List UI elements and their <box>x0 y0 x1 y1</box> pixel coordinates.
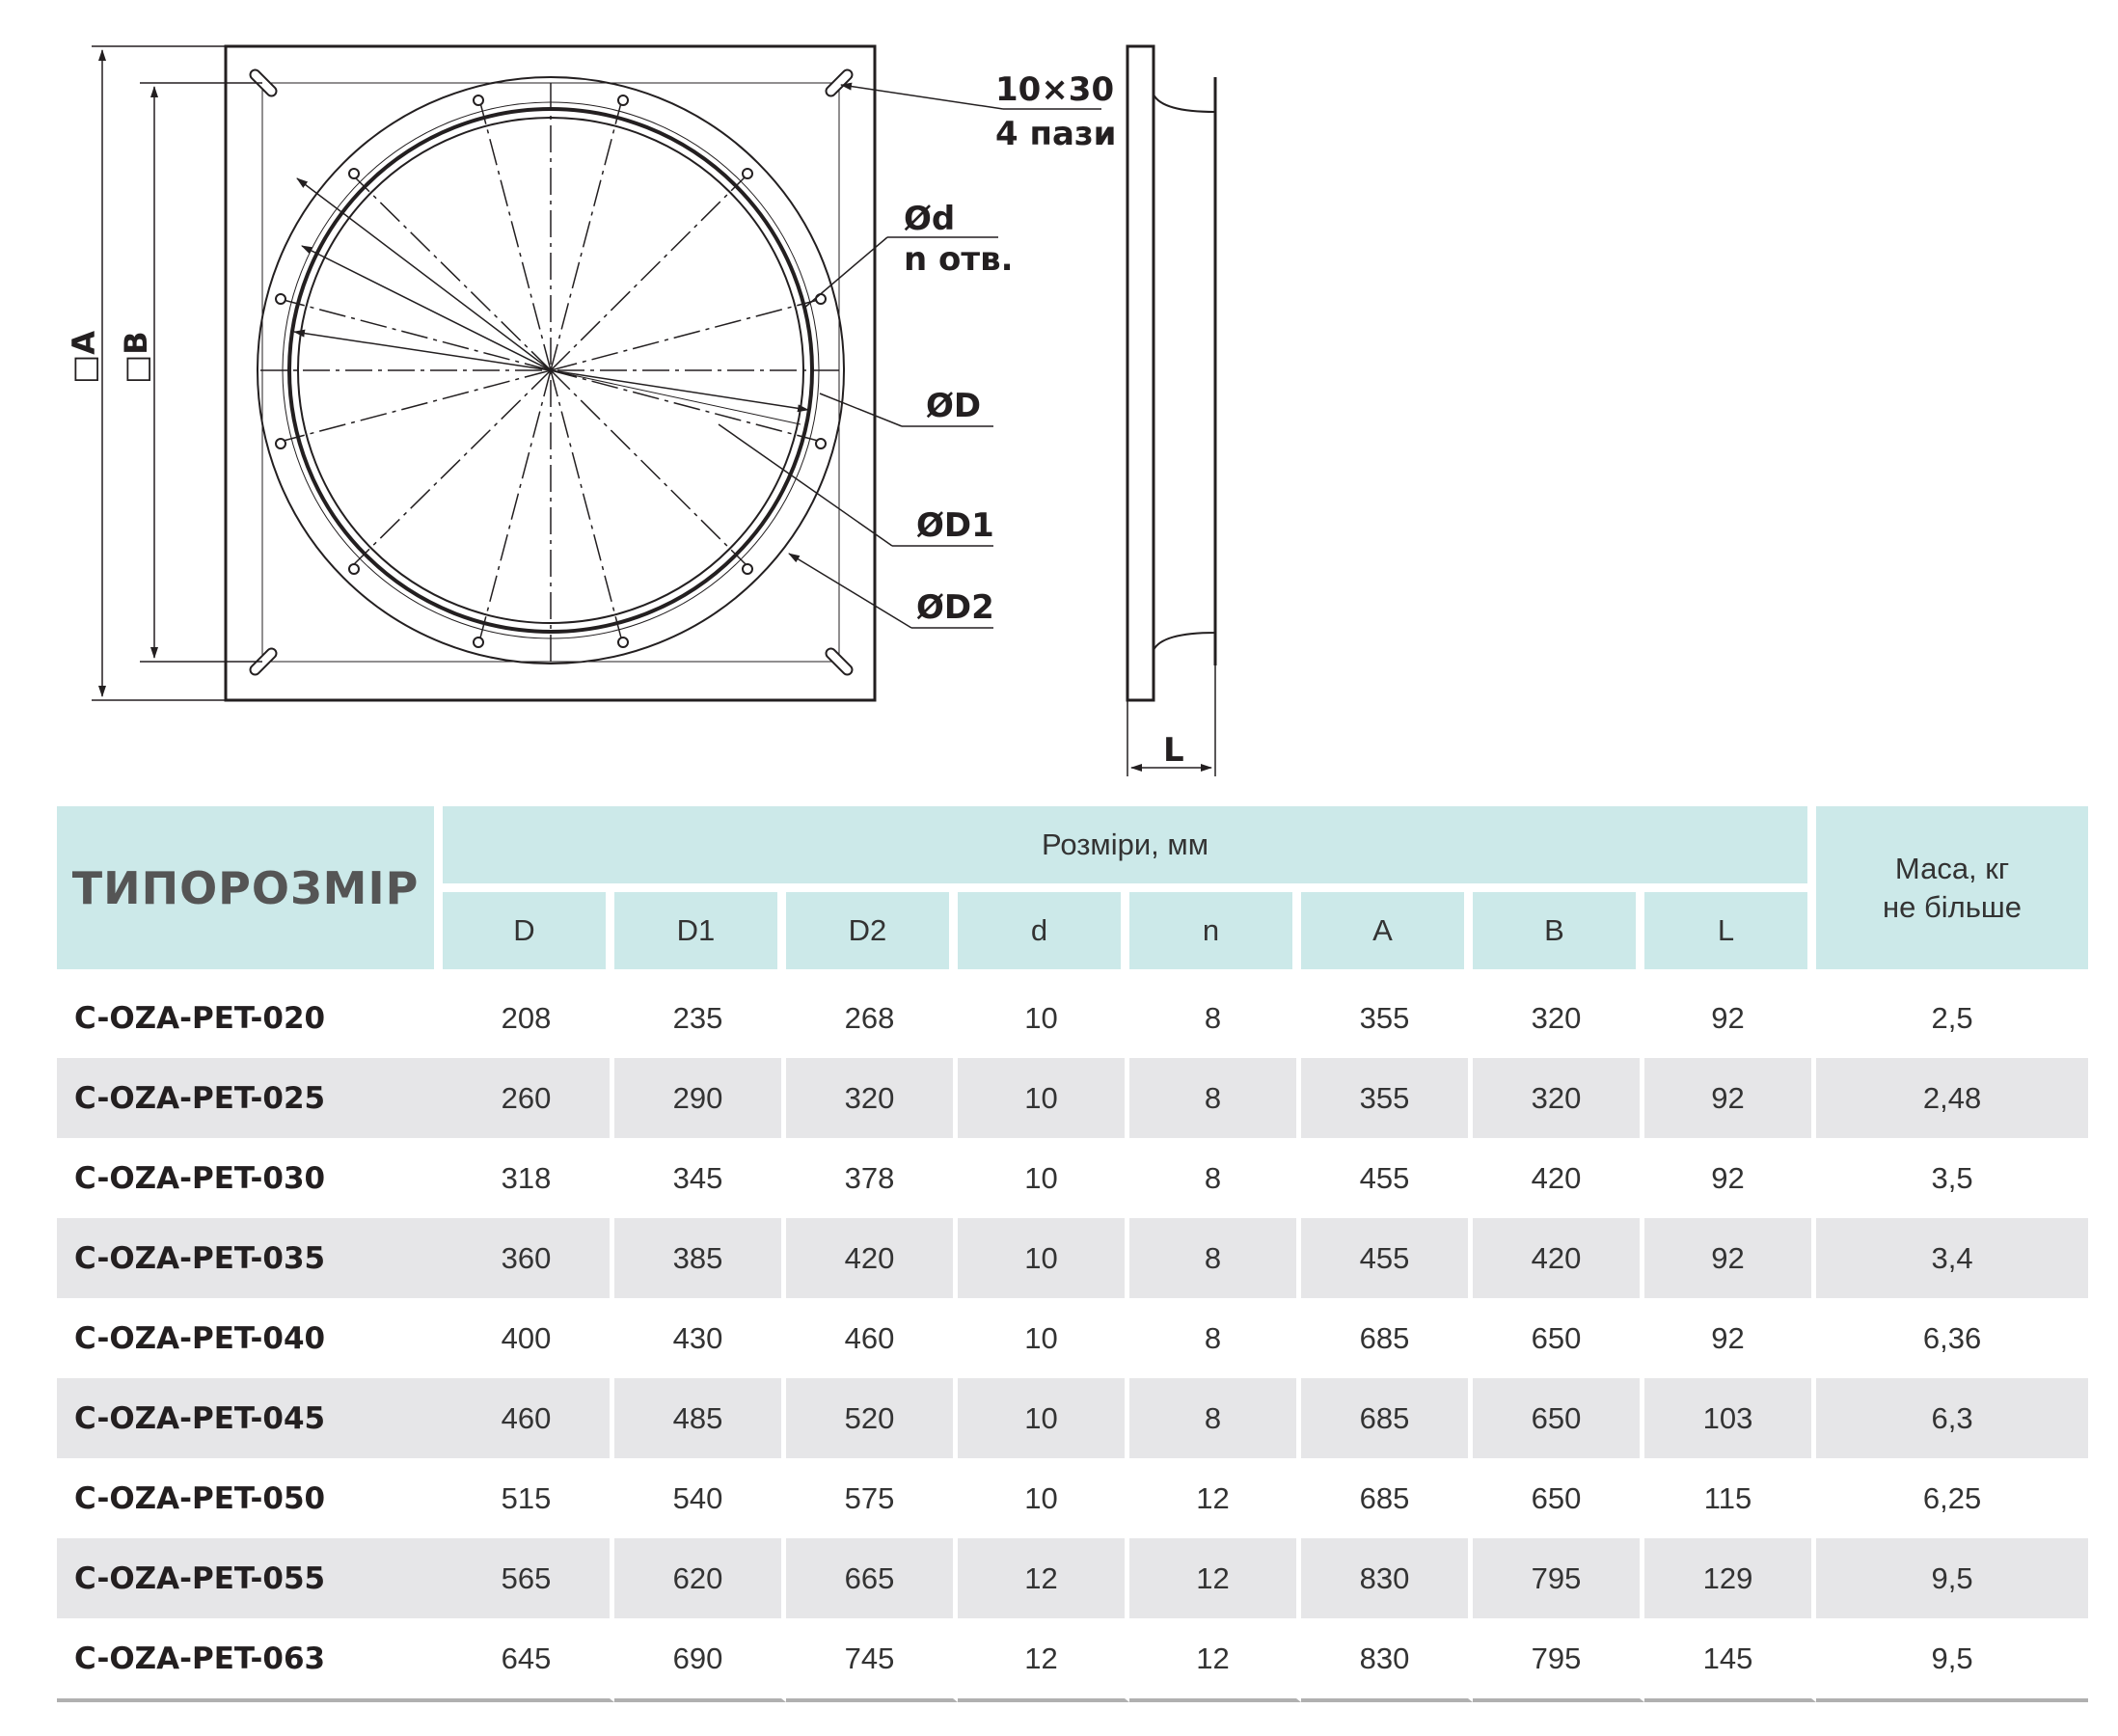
cell-a: 685 <box>1301 1298 1473 1378</box>
cell-n: 12 <box>1129 1458 1301 1538</box>
cell-d2: 420 <box>786 1218 958 1298</box>
cell-d: 515 <box>443 1458 614 1538</box>
drawing-labels <box>66 70 1184 770</box>
mass-header-line-1: Маса, кг <box>1894 851 2010 885</box>
cell-b: 320 <box>1473 978 1644 1058</box>
cell-b: 420 <box>1473 1138 1644 1218</box>
cell-l: 92 <box>1644 978 1816 1058</box>
mounting-hole-icon <box>618 95 628 105</box>
cell-a: 455 <box>1301 1138 1473 1218</box>
cell-d2: 320 <box>786 1058 958 1138</box>
column-header-a: A <box>1301 892 1473 978</box>
model-cell: C-OZA-PET-063 <box>57 1618 443 1702</box>
spec-table <box>57 806 2088 1702</box>
mass-cell: 9,5 <box>1816 1618 2088 1702</box>
cell-n: 8 <box>1129 1138 1301 1218</box>
cell-d: 460 <box>443 1378 614 1458</box>
dimensions-group-header: Розміри, мм <box>443 806 1816 892</box>
slots-size-label: 10×30 <box>995 70 1115 109</box>
cell-n: 8 <box>1129 978 1301 1058</box>
table-row <box>57 1298 2088 1378</box>
mass-cell: 6,25 <box>1922 1480 1982 1515</box>
table-row <box>57 1218 2088 1298</box>
cell-d2: 745 <box>786 1618 958 1702</box>
cell-n: 12 <box>1129 1618 1301 1702</box>
hole-count-label: n отв. <box>904 240 1014 279</box>
cell-a: 455 <box>1301 1218 1473 1298</box>
cell-d1: 620 <box>614 1538 786 1618</box>
side-flange-plate <box>1127 46 1154 700</box>
cell-d: 12 <box>958 1538 1129 1618</box>
cell-d1: 290 <box>614 1058 786 1138</box>
center-lines <box>260 83 839 662</box>
column-header-b: B <box>1473 892 1644 978</box>
mass-cell: 2,48 <box>1816 1058 2088 1138</box>
mass-header <box>1816 806 2088 978</box>
cell-d1: 485 <box>614 1378 786 1458</box>
cell-n: 8 <box>1129 1298 1301 1378</box>
mass-cell: 3,5 <box>1931 1160 1973 1195</box>
mass-cell: 6,3 <box>1816 1378 2088 1458</box>
cell-l: 92 <box>1644 1298 1816 1378</box>
cell-b: 650 <box>1473 1298 1644 1378</box>
model-cell: C-OZA-PET-020 <box>74 1000 326 1036</box>
cell-d2: 665 <box>786 1538 958 1618</box>
cell-l: 92 <box>1644 1138 1816 1218</box>
mounting-hole-icon <box>816 294 826 304</box>
column-header-d1: D1 <box>614 892 786 978</box>
cell-d: 10 <box>958 1298 1129 1378</box>
cell-a: 685 <box>1301 1378 1473 1458</box>
column-header-d: D <box>443 892 614 978</box>
cell-d: 10 <box>958 1378 1129 1458</box>
cell-a: 830 <box>1301 1618 1473 1702</box>
cell-d: 260 <box>443 1058 614 1138</box>
cell-n: 8 <box>1129 1218 1301 1298</box>
mounting-hole-icon <box>816 439 826 448</box>
column-header-l: L <box>1644 892 1816 978</box>
cell-l: 103 <box>1644 1378 1816 1458</box>
cell-a: 355 <box>1301 1058 1473 1138</box>
cell-a: 685 <box>1301 1458 1473 1538</box>
cell-l: 145 <box>1644 1618 1816 1702</box>
cell-n: 8 <box>1129 1378 1301 1458</box>
technical-drawing <box>0 0 2118 800</box>
cell-a: 355 <box>1301 978 1473 1058</box>
cell-l: 92 <box>1644 1058 1816 1138</box>
cell-l: 92 <box>1644 1218 1816 1298</box>
side-duct-spigot <box>1154 95 1215 650</box>
table-row <box>57 1618 2088 1702</box>
cell-d: 10 <box>958 1458 1129 1538</box>
model-cell: C-OZA-PET-055 <box>57 1538 443 1618</box>
cell-d1: 430 <box>614 1298 786 1378</box>
dim-l-label: L <box>1163 731 1184 770</box>
cell-b: 795 <box>1473 1618 1644 1702</box>
table-row <box>57 1138 2088 1218</box>
cell-d: 12 <box>958 1618 1129 1702</box>
cell-b: 420 <box>1473 1218 1644 1298</box>
cell-b: 795 <box>1473 1538 1644 1618</box>
cell-d: 10 <box>958 1058 1129 1138</box>
cell-b: 650 <box>1473 1458 1644 1538</box>
dim-b-label: □B <box>118 331 154 384</box>
cell-b: 650 <box>1473 1378 1644 1458</box>
diameter-d2-label: ØD2 <box>916 588 994 627</box>
model-cell: C-OZA-PET-045 <box>57 1378 443 1458</box>
cell-d2: 575 <box>786 1458 958 1538</box>
cell-d1: 345 <box>614 1138 786 1218</box>
dim-a-label: □A <box>66 331 102 384</box>
cell-d: 10 <box>958 1138 1129 1218</box>
column-header-d: d <box>958 892 1129 978</box>
column-header-n: n <box>1129 892 1301 978</box>
diameter-d1-label: ØD1 <box>916 506 994 545</box>
model-cell: C-OZA-PET-030 <box>74 1160 326 1196</box>
cell-l: 115 <box>1644 1458 1816 1538</box>
mounting-hole-icon <box>276 294 285 304</box>
cell-d: 645 <box>443 1618 614 1702</box>
mass-cell: 6,36 <box>1922 1320 1982 1355</box>
mounting-hole-icon <box>474 637 483 647</box>
model-cell: C-OZA-PET-025 <box>57 1058 443 1138</box>
mounting-hole-icon <box>349 564 359 574</box>
cell-d: 565 <box>443 1538 614 1618</box>
mounting-hole-icon <box>474 95 483 105</box>
cell-d2: 268 <box>786 978 958 1058</box>
diameter-d-label: ØD <box>926 387 982 425</box>
table-row <box>57 1538 2088 1618</box>
cell-d: 10 <box>958 978 1129 1058</box>
table-title: ТИПОРОЗМІР <box>57 806 443 978</box>
cell-d: 10 <box>958 1218 1129 1298</box>
cell-d1: 235 <box>614 978 786 1058</box>
table-row <box>57 978 2088 1058</box>
cell-n: 12 <box>1129 1538 1301 1618</box>
cell-d2: 378 <box>786 1138 958 1218</box>
table-row <box>57 1058 2088 1138</box>
mounting-hole-icon <box>743 564 752 574</box>
mounting-hole-icon <box>349 169 359 178</box>
mounting-hole-icon <box>743 169 752 178</box>
cell-d: 400 <box>443 1298 614 1378</box>
cell-d1: 540 <box>614 1458 786 1538</box>
model-cell: C-OZA-PET-040 <box>74 1320 326 1356</box>
cell-b: 320 <box>1473 1058 1644 1138</box>
table-row <box>57 1378 2088 1458</box>
leader-lines <box>719 85 1101 628</box>
side-view <box>1127 46 1215 776</box>
mass-cell: 3,4 <box>1816 1218 2088 1298</box>
slots-count-label: 4 пази <box>995 115 1117 153</box>
hole-diameter-label: Ød <box>904 200 956 238</box>
mass-cell: 9,5 <box>1816 1538 2088 1618</box>
model-cell: C-OZA-PET-050 <box>74 1480 326 1516</box>
cell-d1: 385 <box>614 1218 786 1298</box>
cell-d: 360 <box>443 1218 614 1298</box>
cell-d1: 690 <box>614 1618 786 1702</box>
cell-d2: 520 <box>786 1378 958 1458</box>
cell-a: 830 <box>1301 1538 1473 1618</box>
mass-header-line-2: не більше <box>1883 889 2023 924</box>
table-row <box>57 1458 2088 1538</box>
mounting-hole-icon <box>276 439 285 448</box>
cell-d: 208 <box>443 978 614 1058</box>
column-header-d2: D2 <box>786 892 958 978</box>
mass-cell: 2,5 <box>1931 1000 1973 1035</box>
cell-n: 8 <box>1129 1058 1301 1138</box>
cell-l: 129 <box>1644 1538 1816 1618</box>
model-cell: C-OZA-PET-035 <box>57 1218 443 1298</box>
cell-d2: 460 <box>786 1298 958 1378</box>
mounting-hole-icon <box>618 637 628 647</box>
cell-d: 318 <box>443 1138 614 1218</box>
